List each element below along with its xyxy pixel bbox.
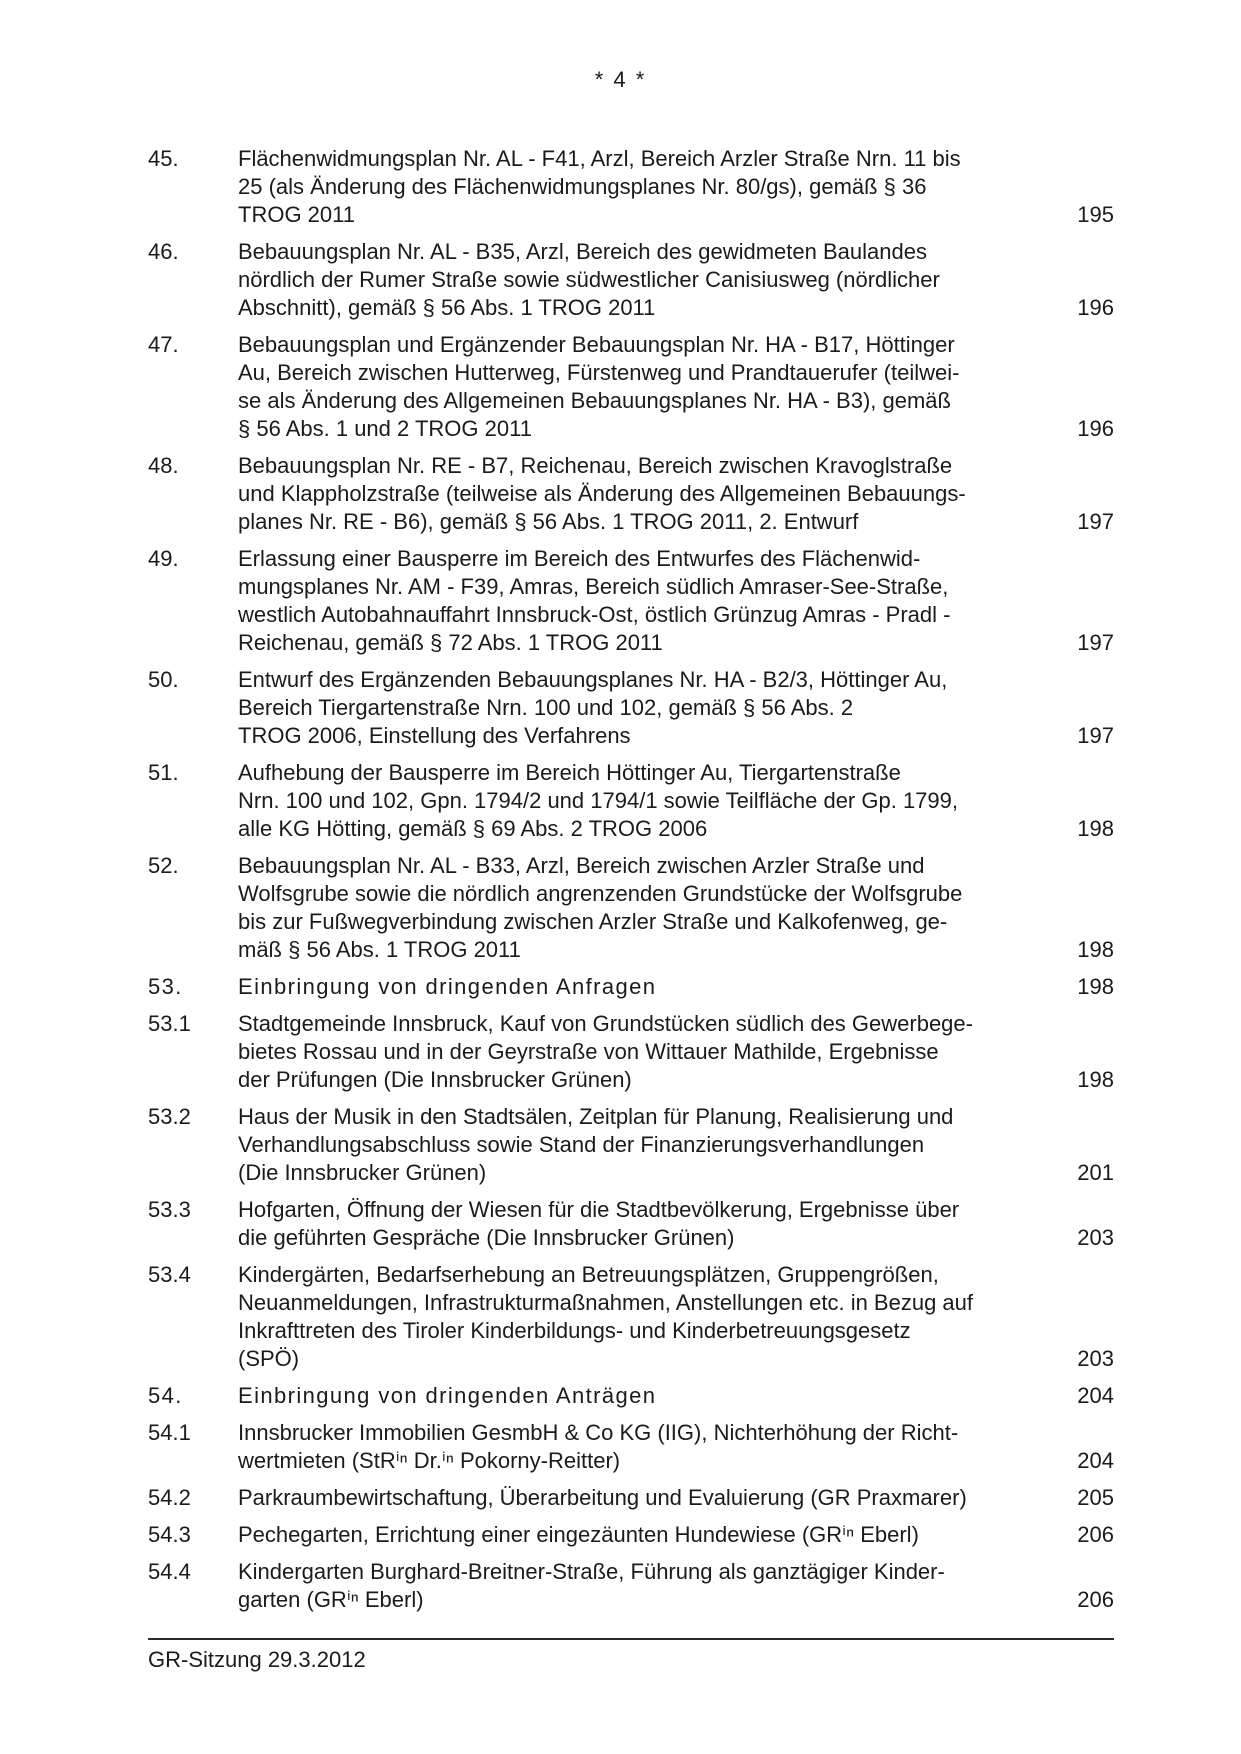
toc-item — [148, 1010, 1114, 1094]
item-page-number: 196 — [1077, 416, 1114, 441]
item-number: 53.2 — [148, 1104, 191, 1129]
item-page-number: 197 — [1077, 509, 1114, 534]
page-footer — [148, 1638, 1114, 1673]
item-number: 47. — [148, 332, 179, 357]
toc-item — [148, 1103, 1114, 1187]
item-text: Bebauungsplan und Ergänzender Bebauungsplan Nr. HA - B17, Höttinger Au, Bereich zwischen Hutterweg, Fürstenweg und Prandtauerufer (teilwei- se als Änderung des Allgemeinen Bebauungsplanes Nr. HA - B3), gemäß § 56 Abs. 1 und 2 TROG 2011 — [238, 332, 960, 441]
toc-item — [148, 238, 1114, 322]
item-page-number: 205 — [1077, 1485, 1114, 1510]
item-text: Bebauungsplan Nr. AL - B33, Arzl, Bereich zwischen Arzler Straße und Wolfsgrube sowie die nördlich angrenzenden Grundstücke der Wolfsgrube bis zur Fußwegverbindung zwischen Arzler Straße und Kalkofenweg, ge- mäß § 56 Abs. 1 TROG 2011 — [238, 853, 963, 962]
toc-item — [148, 1382, 1114, 1410]
item-page-number: 197 — [1077, 630, 1114, 655]
item-page-number: 203 — [1077, 1346, 1114, 1371]
toc-item — [148, 1521, 1114, 1549]
item-text: Bebauungsplan Nr. AL - B35, Arzl, Bereich des gewidmeten Baulandes nördlich der Rumer Straße sowie südwestlicher Canisiusweg (nördlicher Abschnitt), gemäß § 56 Abs. 1 TROG 2011 — [238, 239, 940, 320]
item-text: Parkraumbewirtschaftung, Überarbeitung und Evaluierung (GR Praxmarer) — [238, 1485, 967, 1510]
toc-item — [148, 145, 1114, 229]
item-text: Einbringung von dringenden Anfragen — [238, 974, 657, 999]
item-text: Haus der Musik in den Stadtsälen, Zeitplan für Planung, Realisierung und Verhandlungsabschluss sowie Stand der Finanzierungsverhandlungen (Die Innsbrucker Grünen) — [238, 1104, 954, 1185]
toc-item — [148, 1484, 1114, 1512]
toc-item — [148, 666, 1114, 750]
table-of-contents — [148, 145, 1114, 1614]
item-number: 54.1 — [148, 1420, 191, 1445]
item-page-number: 196 — [1077, 295, 1114, 320]
item-number: 50. — [148, 667, 179, 692]
item-number: 49. — [148, 546, 179, 571]
item-text: Bebauungsplan Nr. RE - B7, Reichenau, Bereich zwischen Kravoglstraße und Klappholzstraße (teilweise als Änderung des Allgemeinen Bebauungs- planes Nr. RE - B6), gemäß § 56 Abs. 1 TROG 2011, 2. Entwurf — [238, 453, 966, 534]
item-number: 54.2 — [148, 1485, 191, 1510]
item-text: Stadtgemeinde Innsbruck, Kauf von Grundstücken südlich des Gewerbege- bietes Rossau und in der Geyrstraße von Wittauer Mathilde, Ergebnisse der Prüfungen (Die Innsbrucker Grünen) — [238, 1011, 973, 1092]
item-page-number: 203 — [1077, 1225, 1114, 1250]
item-text: Entwurf des Ergänzenden Bebauungsplanes Nr. HA - B2/3, Höttinger Au, Bereich Tiergartenstraße Nrn. 100 und 102, gemäß § 56 Abs. 2 TROG 2006, Einstellung des Verfahrens — [238, 667, 948, 748]
item-text: Kindergärten, Bedarfserhebung an Betreuungsplätzen, Gruppengrößen, Neuanmeldungen, Infrastrukturmaßnahmen, Anstellungen etc. in Bezug auf Inkrafttreten des Tiroler Kinderbildungs- und Kinderbetreuungsgesetz (SPÖ) — [238, 1262, 974, 1371]
item-page-number: 204 — [1077, 1448, 1114, 1473]
toc-item — [148, 1558, 1114, 1614]
toc-item — [148, 1196, 1114, 1252]
item-text: Hofgarten, Öffnung der Wiesen für die Stadtbevölkerung, Ergebnisse über die geführten Gespräche (Die Innsbrucker Grünen) — [238, 1197, 960, 1250]
item-number: 48. — [148, 453, 179, 478]
footer-divider — [148, 1638, 1114, 1640]
item-number: 53. — [148, 974, 183, 999]
toc-item — [148, 331, 1114, 443]
item-text: Pechegarten, Errichtung einer eingezäunten Hundewiese (GRⁱⁿ Eberl) — [238, 1522, 919, 1547]
item-text: Einbringung von dringenden Anträgen — [238, 1383, 657, 1408]
item-number: 54.4 — [148, 1559, 191, 1584]
item-number: 53.3 — [148, 1197, 191, 1222]
item-number: 52. — [148, 853, 179, 878]
item-page-number: 198 — [1077, 1067, 1114, 1092]
toc-item — [148, 452, 1114, 536]
toc-item — [148, 1261, 1114, 1373]
item-text: Flächenwidmungsplan Nr. AL - F41, Arzl, Bereich Arzler Straße Nrn. 11 bis 25 (als Änderung des Flächenwidmungsplanes Nr. 80/gs), gemäß § 36 TROG 2011 — [238, 146, 961, 227]
toc-item — [148, 973, 1114, 1001]
item-number: 51. — [148, 760, 179, 785]
item-text: Innsbrucker Immobilien GesmbH & Co KG (IIG), Nichterhöhung der Richt- wertmieten (StRⁱⁿ Dr.ⁱⁿ Pokorny-Reitter) — [238, 1420, 959, 1473]
page-number-header: * 4 * — [594, 67, 647, 92]
toc-item — [148, 545, 1114, 657]
item-number: 54. — [148, 1383, 183, 1408]
item-page-number: 197 — [1077, 723, 1114, 748]
item-page-number: 198 — [1077, 816, 1114, 841]
item-text: Aufhebung der Bausperre im Bereich Höttinger Au, Tiergartenstraße Nrn. 100 und 102, Gpn. 1794/2 und 1794/1 sowie Teilfläche der Gp. 1799, alle KG Hötting, gemäß § 69 Abs. 2 TROG 2006 — [238, 760, 958, 841]
item-text: Erlassung einer Bausperre im Bereich des Entwurfes des Flächenwid- mungsplanes Nr. AM - F39, Amras, Bereich südlich Amraser-See-Straße, westlich Autobahnauffahrt Innsbruck-Ost, östlich Grünzug Amras - Pradl - Reichenau, gemäß § 72 Abs. 1 TROG 2011 — [238, 546, 951, 655]
item-number: 54.3 — [148, 1522, 191, 1547]
item-number: 53.4 — [148, 1262, 191, 1287]
toc-item — [148, 852, 1114, 964]
toc-item — [148, 1419, 1114, 1475]
item-page-number: 198 — [1077, 937, 1114, 962]
item-page-number: 204 — [1077, 1383, 1114, 1408]
item-text: Kindergarten Burghard-Breitner-Straße, Führung als ganztägiger Kinder- garten (GRⁱⁿ Eberl) — [238, 1559, 945, 1612]
item-number: 53.1 — [148, 1011, 191, 1036]
item-number: 46. — [148, 239, 179, 264]
item-page-number: 201 — [1077, 1160, 1114, 1185]
item-number: 45. — [148, 146, 179, 171]
item-page-number: 206 — [1077, 1522, 1114, 1547]
toc-item — [148, 759, 1114, 843]
item-page-number: 206 — [1077, 1587, 1114, 1612]
footer-session-label: GR-Sitzung 29.3.2012 — [148, 1647, 366, 1672]
item-page-number: 198 — [1077, 974, 1114, 999]
item-page-number: 195 — [1077, 202, 1114, 227]
